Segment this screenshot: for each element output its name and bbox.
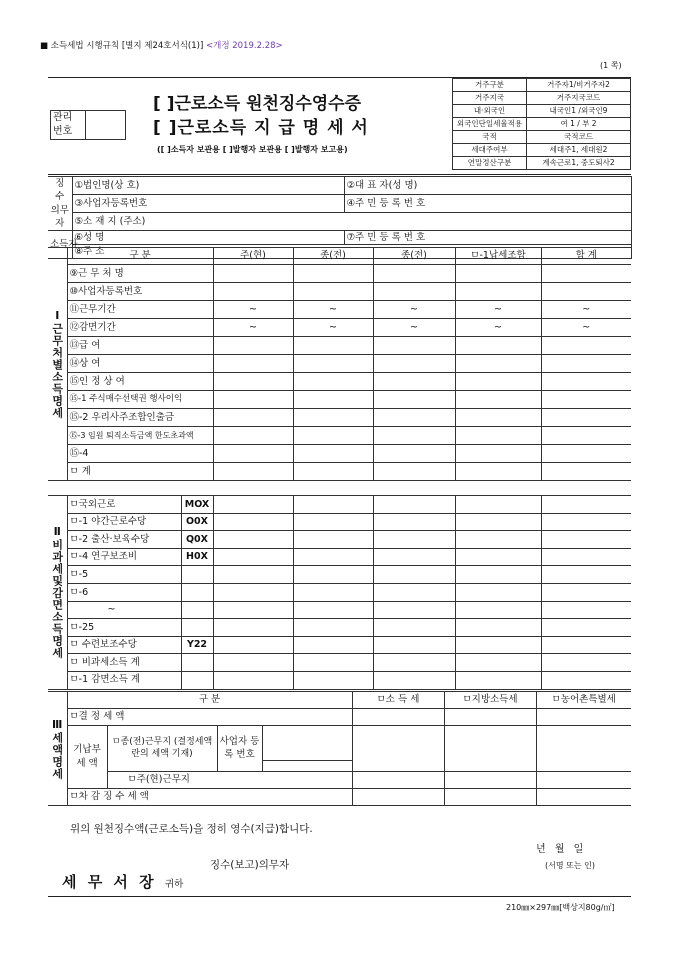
s1-cell	[293, 283, 373, 301]
payer-signature-label: 징수(보고)의무자	[210, 859, 290, 871]
s1-cell	[213, 427, 293, 445]
s1-cell	[293, 445, 373, 463]
tax-office-head: 세 무 서 장	[62, 873, 157, 891]
s3-header-local-tax: ㅁ지방소득세	[444, 692, 536, 709]
residency-label: 거주구분	[453, 79, 527, 92]
s1-row	[48, 373, 631, 391]
previous-workplace-label: ㅁ종(전)근무지 (결정세액란의 세액 기재)	[107, 726, 217, 772]
s2-row	[48, 601, 631, 619]
s1-cell	[455, 265, 541, 283]
s1-cell	[213, 283, 293, 301]
s1-cell	[293, 463, 373, 481]
residency-value: 거주지국코드	[527, 92, 631, 105]
tax-details-table	[48, 691, 631, 806]
s2-row-code	[181, 566, 213, 584]
s1-row-label: ⑨근 무 처 명	[67, 265, 213, 283]
s3-header-special-tax: ㅁ농어촌특별세	[536, 692, 631, 709]
s2-cell	[455, 636, 541, 654]
s2-row-label: ㅁ 비과세소득 계	[67, 654, 181, 672]
s2-cell	[373, 513, 455, 531]
s1-header-0: 구 분	[67, 248, 213, 265]
s2-row-label: ㅁ-6	[67, 583, 181, 601]
s1-header-4: ㅁ-1납세조합	[455, 248, 541, 265]
s1-cell	[541, 355, 631, 373]
s1-cell	[541, 445, 631, 463]
residency-label: 연말정산구분	[453, 157, 527, 170]
residency-label: 거주지국	[453, 92, 527, 105]
s1-cell	[373, 391, 455, 409]
s1-cell	[373, 355, 455, 373]
s3-header-income-tax: ㅁ소 득 세	[352, 692, 444, 709]
honorific: 귀하	[165, 879, 184, 890]
section3-side-label: Ⅲ세액명세	[48, 692, 67, 806]
s1-cell: ~	[455, 301, 541, 319]
s2-cell	[455, 496, 541, 514]
s1-cell	[455, 445, 541, 463]
s2-cell	[541, 531, 631, 549]
s2-row	[48, 531, 631, 549]
s1-cell	[455, 283, 541, 301]
s2-cell	[213, 548, 293, 566]
s1-cell: ~	[373, 319, 455, 337]
payer-resident-no-label: ④주 민 등 록 번 호	[344, 195, 631, 213]
s1-cell	[455, 355, 541, 373]
s1-header-3: 종(전)	[373, 248, 455, 265]
s1-row-label: ⑮-2 우리사주조합인출금	[67, 409, 213, 427]
residency-value: 계속근로1, 중도퇴사2	[527, 157, 631, 170]
residency-label: 국적	[453, 131, 527, 144]
s2-cell	[455, 671, 541, 689]
s2-row	[48, 548, 631, 566]
signature-note: (서명 또는 인)	[545, 861, 595, 870]
s2-cell	[293, 531, 373, 549]
s2-row-label: ㅁ-2 출산·보육수당	[67, 531, 181, 549]
s2-cell	[373, 566, 455, 584]
s1-cell	[213, 265, 293, 283]
s2-cell	[213, 531, 293, 549]
s1-cell	[373, 265, 455, 283]
s1-cell	[455, 463, 541, 481]
s1-row-label: ⑬급 여	[67, 337, 213, 355]
s2-cell	[541, 619, 631, 637]
payer-address-label: ⑤소 재 지 (주소)	[72, 213, 631, 231]
residency-row	[453, 105, 631, 118]
rep-name-label: ②대 표 자(성 명)	[344, 177, 631, 195]
residency-value: 내국인1 /외국인9	[527, 105, 631, 118]
section2-side-label: Ⅱ비과세및감면소득명세	[48, 496, 67, 690]
s1-cell	[541, 463, 631, 481]
residency-row	[453, 118, 631, 131]
s2-cell	[541, 583, 631, 601]
income-by-workplace-table	[48, 247, 631, 481]
s2-cell	[373, 548, 455, 566]
s2-cell	[455, 548, 541, 566]
s1-row-label: ⑮-1 주식매수선택권 행사이익	[67, 391, 213, 409]
s1-cell	[373, 337, 455, 355]
s1-cell	[293, 409, 373, 427]
amended-date: <개정 2019.2.28>	[206, 41, 283, 51]
s2-row-code	[181, 619, 213, 637]
title-payment-statement: [ ]근로소득 지 급 명 세 서	[153, 118, 369, 138]
s1-cell	[293, 427, 373, 445]
s2-cell	[213, 566, 293, 584]
title-withholding-receipt: [ ]근로소득 원천징수영수증	[153, 94, 362, 114]
s1-header-1: 주(현)	[213, 248, 293, 265]
s2-cell	[293, 496, 373, 514]
s2-cell	[213, 636, 293, 654]
residency-label: 세대주여부	[453, 144, 527, 157]
residency-row	[453, 79, 631, 92]
s1-cell: ~	[213, 301, 293, 319]
s2-cell	[293, 548, 373, 566]
s1-cell: ~	[213, 319, 293, 337]
s2-cell	[293, 601, 373, 619]
s1-row	[48, 391, 631, 409]
s1-cell	[293, 265, 373, 283]
s2-row-label: ㅁ-4 연구보조비	[67, 548, 181, 566]
s2-cell	[455, 654, 541, 672]
s1-cell: ~	[293, 301, 373, 319]
s1-cell	[373, 283, 455, 301]
s1-cell	[373, 409, 455, 427]
non-taxable-income-table	[48, 495, 631, 690]
prepaid-tax-label: 기납부 세 액	[67, 726, 107, 789]
s2-cell	[455, 583, 541, 601]
payer-section-label: 징 수 의무자	[48, 177, 72, 231]
s1-cell	[213, 373, 293, 391]
s1-row	[48, 283, 631, 301]
s1-row-label: ⑮-3 임원 퇴직소득금액 한도초과액	[67, 427, 213, 445]
s2-row-label: ㅁ-5	[67, 566, 181, 584]
s2-cell	[373, 583, 455, 601]
s2-row-label: ㅁ-25	[67, 619, 181, 637]
s3-header-category: 구 분	[67, 692, 352, 709]
s1-header-2: 종(전)	[293, 248, 373, 265]
mgmt-label: 관리	[53, 112, 73, 123]
s1-cell	[541, 337, 631, 355]
copy-purpose: ([ ]소득자 보관용 [ ]발행자 보관용 [ ]발행자 보고용)	[157, 145, 348, 154]
s1-row-label: ⑫감면기간	[67, 319, 213, 337]
residency-label: 외국인단일세율적용	[453, 118, 527, 131]
s1-cell	[541, 391, 631, 409]
s2-cell	[373, 496, 455, 514]
s2-row	[48, 654, 631, 672]
s2-row	[48, 583, 631, 601]
residency-value: 국적코드	[527, 131, 631, 144]
s1-cell	[213, 463, 293, 481]
s2-row	[48, 496, 631, 514]
residency-table	[452, 78, 631, 170]
s1-cell	[455, 427, 541, 445]
s1-cell	[293, 355, 373, 373]
s1-row-label: ⑩사업자등록번호	[67, 283, 213, 301]
s2-cell	[541, 513, 631, 531]
regulation-label: ■ 소득세법 시행규칙 [별지 제24호서식(1)] <개정 2019.2.28>	[40, 41, 283, 51]
s2-cell	[541, 654, 631, 672]
s2-cell	[541, 601, 631, 619]
s1-cell	[455, 373, 541, 391]
s2-cell	[293, 671, 373, 689]
s2-cell	[213, 513, 293, 531]
s1-cell	[213, 409, 293, 427]
s1-cell	[293, 373, 373, 391]
residency-row	[453, 157, 631, 170]
s2-cell	[455, 513, 541, 531]
s2-cell	[455, 601, 541, 619]
s2-row-code	[181, 671, 213, 689]
s1-cell	[455, 391, 541, 409]
s2-row-label: ㅁ국외근로	[67, 496, 181, 514]
s2-cell	[373, 601, 455, 619]
s2-cell	[293, 619, 373, 637]
mgmt-label-2: 번호	[53, 126, 73, 137]
residency-value: 거주자1/비거주자2	[527, 79, 631, 92]
s2-row-code	[181, 601, 213, 619]
s2-row-code: Y22	[181, 636, 213, 654]
corp-name-label: ①법인명(상 호)	[72, 177, 344, 195]
s2-cell	[213, 619, 293, 637]
s1-cell	[541, 265, 631, 283]
s2-cell	[541, 548, 631, 566]
s2-row-code: O0X	[181, 513, 213, 531]
s2-cell	[541, 566, 631, 584]
s1-row	[48, 427, 631, 445]
residency-row	[453, 144, 631, 157]
s1-cell	[455, 337, 541, 355]
s2-cell	[455, 531, 541, 549]
residency-row	[453, 131, 631, 144]
tax-difference-label: ㅁ차 감 징 수 세 액	[67, 789, 352, 806]
s2-row-label: ~	[67, 601, 181, 619]
s1-header-5: 합 계	[541, 248, 631, 265]
s1-cell	[373, 373, 455, 391]
s1-row	[48, 301, 631, 319]
s2-cell	[373, 671, 455, 689]
s1-cell	[373, 463, 455, 481]
s2-row-code: Q0X	[181, 531, 213, 549]
s1-cell: ~	[293, 319, 373, 337]
determined-tax-label: ㅁ결 정 세 액	[67, 709, 352, 726]
s1-row-label: ⑪근무기간	[67, 301, 213, 319]
s1-cell	[213, 445, 293, 463]
s1-cell	[293, 337, 373, 355]
confirmation-statement: 위의 원천징수액(근로소득)을 정히 영수(지급)합니다.	[70, 823, 313, 835]
s2-cell	[541, 671, 631, 689]
s1-row	[48, 319, 631, 337]
s2-cell	[213, 601, 293, 619]
s1-cell	[213, 391, 293, 409]
s1-row	[48, 265, 631, 283]
s2-cell	[293, 566, 373, 584]
residency-row	[453, 92, 631, 105]
s1-row	[48, 463, 631, 481]
s1-row-label: ⑮-4	[67, 445, 213, 463]
s2-row-code	[181, 583, 213, 601]
s1-cell	[373, 427, 455, 445]
residency-value: 여 1 / 부 2	[527, 118, 631, 131]
earner-name-label: ⑥성 명	[72, 231, 344, 245]
s1-row	[48, 337, 631, 355]
s1-cell	[541, 427, 631, 445]
s2-row	[48, 671, 631, 689]
s2-cell	[293, 636, 373, 654]
date-field: 년 월 일	[536, 844, 584, 855]
s1-cell	[541, 373, 631, 391]
s1-cell	[213, 337, 293, 355]
s1-cell	[541, 283, 631, 301]
s1-cell	[541, 409, 631, 427]
s2-cell	[213, 496, 293, 514]
s2-row	[48, 566, 631, 584]
biz-reg-no-label: 사업자 등록 번호	[217, 726, 262, 772]
residency-value: 세대주1, 세대원2	[527, 144, 631, 157]
s2-cell	[213, 583, 293, 601]
s2-cell	[455, 619, 541, 637]
s1-cell: ~	[541, 319, 631, 337]
s1-row-label: ⑮인 정 상 여	[67, 373, 213, 391]
s2-cell	[373, 531, 455, 549]
s2-row	[48, 636, 631, 654]
s2-row	[48, 513, 631, 531]
s1-row-label: ⑭상 여	[67, 355, 213, 373]
residency-label: 내·외국인	[453, 105, 527, 118]
s2-cell	[373, 619, 455, 637]
page-number: (1 쪽)	[600, 61, 622, 70]
paper-spec: 210㎜×297㎜[백상지80g/㎡]	[506, 903, 615, 912]
s1-row	[48, 355, 631, 373]
s2-row-code: H0X	[181, 548, 213, 566]
s2-row-code	[181, 654, 213, 672]
earner-address-label: ⑧주 소	[72, 245, 631, 259]
s2-cell	[455, 566, 541, 584]
biz-no-label: ③사업자등록번호	[72, 195, 344, 213]
s2-row-label: ㅁ-1 감면소득 계	[67, 671, 181, 689]
s2-cell	[373, 654, 455, 672]
s2-row-label: ㅁ-1 야간근로수당	[67, 513, 181, 531]
s2-cell	[293, 654, 373, 672]
section1-side-label: Ⅰ근무처별소득명세	[48, 248, 67, 481]
s1-row	[48, 445, 631, 463]
s2-row-code: MOX	[181, 496, 213, 514]
s2-row-label: ㅁ 수련보조수당	[67, 636, 181, 654]
s2-cell	[213, 671, 293, 689]
s1-cell	[293, 391, 373, 409]
s2-cell	[213, 654, 293, 672]
s2-cell	[293, 583, 373, 601]
earner-section-label: 소득자	[48, 231, 72, 259]
s1-cell	[373, 445, 455, 463]
s1-cell	[213, 355, 293, 373]
s2-cell	[373, 636, 455, 654]
current-workplace-label: ㅁ주(현)근무지	[107, 772, 352, 789]
s1-cell: ~	[541, 301, 631, 319]
s1-cell: ~	[455, 319, 541, 337]
s1-cell	[455, 409, 541, 427]
s2-cell	[541, 636, 631, 654]
s1-cell: ~	[373, 301, 455, 319]
earner-resident-no-label: ⑦주 민 등 록 번 호	[344, 231, 631, 245]
s2-row	[48, 619, 631, 637]
s2-cell	[293, 513, 373, 531]
s2-cell	[541, 496, 631, 514]
s1-row-label: ㅁ 계	[67, 463, 213, 481]
s1-row	[48, 409, 631, 427]
